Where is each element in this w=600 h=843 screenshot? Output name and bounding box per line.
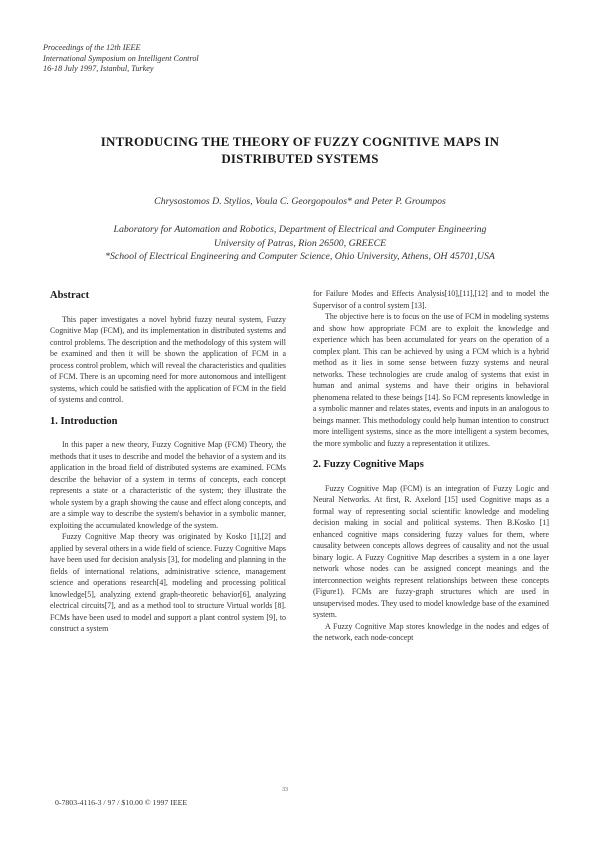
abstract-heading: Abstract <box>50 290 90 301</box>
copyright-footer: 0-7803-4116-3 / 97 / $10.00 © 1997 IEEE <box>55 798 188 807</box>
proceedings-header <box>43 43 199 75</box>
paragraph: Fuzzy Cognitive Map (FCM) is an integration of Fuzzy Logic and Neural Networks. At first, R. Axelord [15] used Cognitive maps as a formal way of representing social scientific knowledge and modeling decision making in social and political systems. Then B.Kosko [1] enhanced cognitive maps considering fuzzy values for them, where causality between concepts allows degrees of causality and not the usual binary logic. A Fuzzy Cognitive Map describes a system in a one layer network whose nodes can be assigned concept meanings and the interconnection weights represent relationships between these concepts (Figure1). FCMs are fuzzy-graph structures which are used in unsupervised modes. They used to model knowledge base of the examined system. <box>313 483 549 619</box>
abstract-text: This paper investigates a novel hybrid fuzzy neural system, Fuzzy Cognitive Map (FCM), and its implementation in distributed systems and control problems. The description and the methodology of this system will be examined and then it will be shown the application of FCM in a process control problem, which will reveal the characteristics and qualities of FCM. There is an upcoming need for more autonomous and intelligent systems, which could be satisfied with the application of FCM in the field of systems and control. <box>50 314 286 404</box>
affiliation-line: University of Patras, Rion 26500, GREECE <box>213 237 387 249</box>
title-line: DISTRIBUTED SYSTEMS <box>221 151 379 166</box>
affiliation-line: *School of Electrical Engineering and Computer Science, Ohio University, Athens, OH 45701,USA <box>105 251 495 262</box>
title-line: INTRODUCING THE THEORY OF FUZZY COGNITIVE MAPS IN <box>100 134 500 149</box>
paragraph: A Fuzzy Cognitive Map stores knowledge in the nodes and edges of the network, each node-concept <box>313 621 549 642</box>
affiliation-line: Laboratory for Automation and Robotics, Department of Electrical and Computer Engineering <box>113 224 487 235</box>
affiliations <box>0 223 600 264</box>
proceedings-line: Proceedings of the 12th IEEE <box>43 43 141 52</box>
proceedings-line: 16-18 July 1997, Istanbul, Turkey <box>43 64 154 73</box>
proceedings-line: International Symposium on Intelligent Control <box>43 53 199 63</box>
fcm-heading: 2. Fuzzy Cognitive Maps <box>313 459 424 470</box>
paragraph: for Failure Modes and Effects Analysis[10],[11],[12] and to model the Supervisor of a control system [13]. <box>313 289 549 310</box>
right-column <box>313 288 549 644</box>
authors: Chrysostomos D. Stylios, Voula C. Georgopoulos* and Peter P. Groumpos <box>154 196 446 207</box>
paragraph: In this paper a new theory, Fuzzy Cognitive Map (FCM) Theory, the methods that it uses to describe and model the behavior of a system and its application in the broad field of distributed systems are examined. FCMs describe the behavior of a system in terms of concepts, each concept represents a state or a characteristic of the system; they illustrate the whole system by a graph showing the cause and effect along concepts, and are a simple way to describe the system's behavior in a symbolic manner, exploiting the accumulated knowledge of the system. <box>50 440 286 530</box>
left-column <box>50 290 286 635</box>
paper-title <box>0 133 600 167</box>
introduction-heading: 1. Introduction <box>50 415 118 427</box>
page-number: 33 <box>282 787 288 793</box>
paragraph: Fuzzy Cognitive Map theory was originated by Kosko [1],[2] and applied by several others in a wide field of science. Fuzzy Cognitive Maps have been used for decision analysis [3], for modeling and planning in the fields of international relations, administrative science, management science and operations research[4], modeling and processing political knowledge[5], analyzing extend graph-theoretic behavior[6], analyzing electrical circuits[7], and as a method tool to structure Virtual worlds [8]. FCMs have been used to model and support a plant control system [9], to construct a system <box>50 532 286 633</box>
paragraph: The objective here is to focus on the use of FCM in modeling systems and show how appropriate FCM are to exploit the knowledge and experience which has been accumulated for years on the operation of a complex plant. This can be achieved by using a FCM which is a hybrid method as it lies in some sense between fuzzy systems and neural networks. These technologies are crude analog of systems that exist in human and animal systems and have their origins in behavioral phenomena related to these beings [14]. So FCM represents knowledge in a symbolic manner and relates states, events and inputs in an analogous to beings manner. This methodology could help human intention to construct more intelligent systems, since as the more intelligent a system becomes, the more symbolic and fuzzy a representation it utilizes. <box>313 312 549 448</box>
